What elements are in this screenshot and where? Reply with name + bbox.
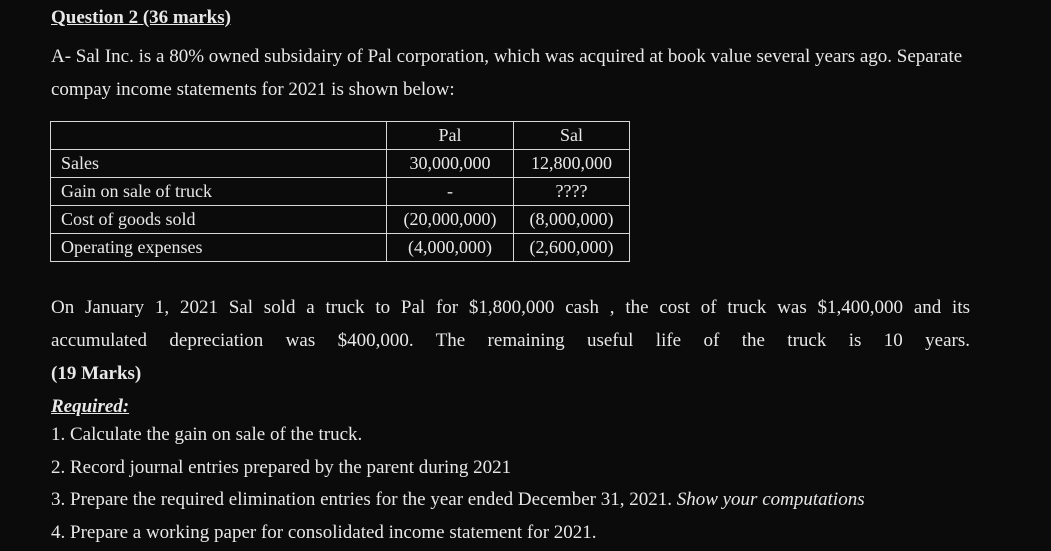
requirement-item: 2. Record journal entries prepared by the parent during 2021 [51,457,512,478]
row-label: Gain on sale of truck [51,178,387,206]
row-label: Sales [51,150,387,178]
requirement-item [51,483,865,516]
row-sal-value: (2,600,000) [514,234,630,262]
table-header-pal: Pal [387,122,514,150]
table-header-row [51,122,630,150]
required-heading: Required: [51,396,130,417]
question-title: Question 2 (36 marks) [51,7,231,28]
row-pal-value: (4,000,000) [387,234,514,262]
table-row [51,178,630,206]
table-row [51,234,630,262]
row-sal-value: (8,000,000) [514,206,630,234]
narrative-line: On January 1, 2021 Sal sold a truck to Pal for $1,800,000 cash , the cost of truck was $1,400,000 and its [51,297,970,318]
table-header-blank [51,122,387,150]
requirement-emphasis: Show your computations [676,489,865,510]
narrative-paragraph [51,291,970,357]
row-pal-value: - [387,178,514,206]
row-pal-value: 30,000,000 [387,150,514,178]
requirement-text: 3. Prepare the required elimination entries for the year ended December 31, 2021. [51,489,672,510]
row-sal-value: ???? [514,178,630,206]
row-pal-value: (20,000,000) [387,206,514,234]
requirement-item: 1. Calculate the gain on sale of the truck. [51,424,363,445]
table-row [51,150,630,178]
requirement-item: 4. Prepare a working paper for consolidated income statement for 2021. [51,522,597,543]
table-header-sal: Sal [514,122,630,150]
row-label: Cost of goods sold [51,206,387,234]
narrative-line: accumulated depreciation was $400,000. The remaining useful life of the truck is 10 years. [51,330,970,351]
income-statement-table [50,121,630,262]
row-label: Operating expenses [51,234,387,262]
row-sal-value: 12,800,000 [514,150,630,178]
marks-label: (19 Marks) [51,363,142,384]
intro-paragraph: A- Sal Inc. is a 80% owned subsidairy of Pal corporation, which was acquired at book value several years ago. Separate compay income statements for 2021 is shown below: [51,46,963,100]
table-row [51,206,630,234]
